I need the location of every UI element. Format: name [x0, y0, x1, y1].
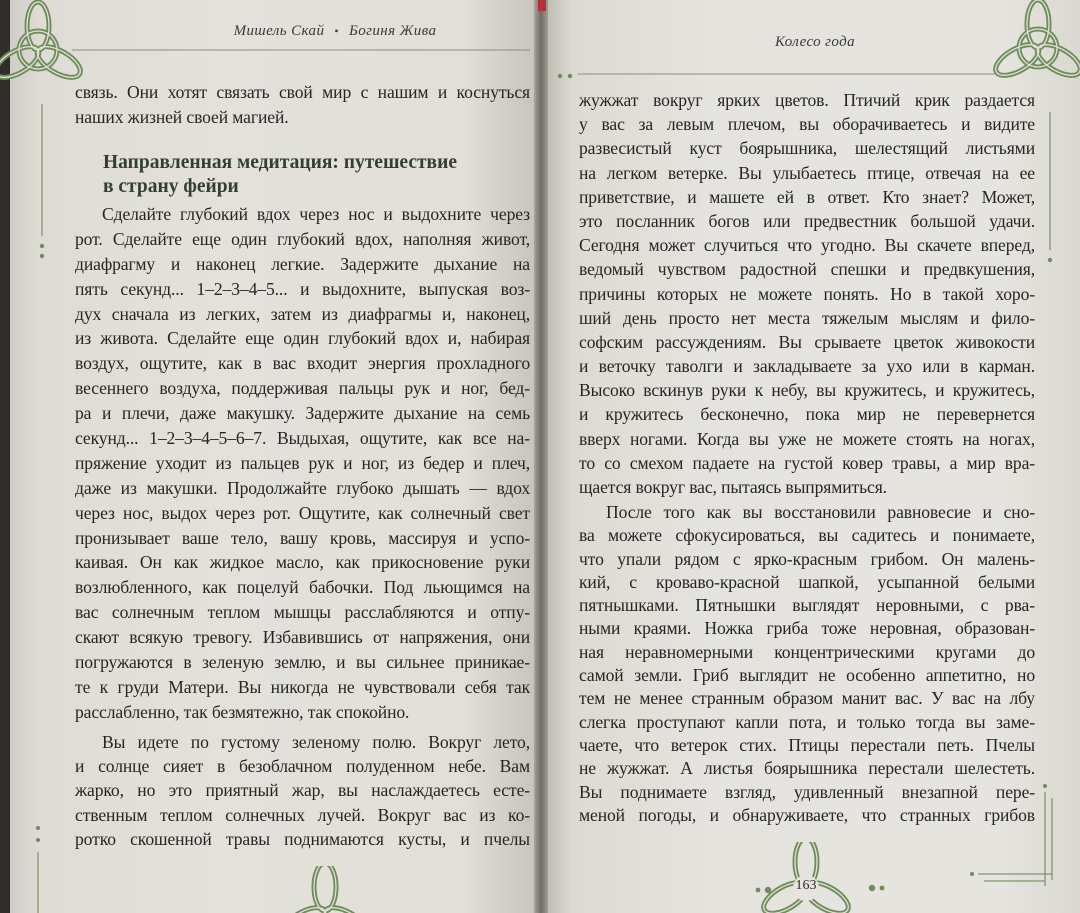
text-line: у вас за левым плечом, вы оборачиваетесь и видите [579, 114, 1035, 135]
celtic-knot-ornament [280, 866, 370, 913]
text-line: дух сначала из легких, затем из диафрагмы и, наконец, [75, 303, 530, 324]
text-line: ведомый чувством радостной спешки и предвкушения, [579, 259, 1035, 280]
text-line: и кружитесь бесконечно, пока мир не перевернется [579, 404, 1035, 425]
text-line: Сегодня может случиться что угодно. Вы скачете вперед, [579, 235, 1035, 256]
text-line: ственным теплом солнечных лучей. Вокруг вас из ко- [75, 804, 530, 825]
text-line: ра и плечи, даже макушку. Задержите дыхание на семь [75, 403, 530, 424]
text-line: диафрагму и наконец легкие. Задержите дыхание на [75, 253, 530, 274]
text-line: тем не менее странным образом манит вас. У вас на лбу [579, 688, 1035, 709]
text-line: пронизывает ваше тело, вашу кровь, массируя и успо- [75, 527, 530, 548]
running-head-left [190, 23, 480, 40]
text-line: на легком ветерке. Вы улыбаетесь птице, отвечая на ее [579, 162, 1035, 183]
text-line: причины которых не можете понять. Но в такой хоро- [579, 283, 1035, 304]
text-line: Высоко вскинув руки к небу, вы кружитесь, и кружитесь, [579, 380, 1035, 401]
text-line: ная неравномерными концентрическими кругами до [579, 641, 1035, 662]
text-line: ва можете сфокусироваться, вы садитесь и понимаете, [579, 525, 1035, 546]
text-line: это посланник богов или предвестник большой удачи. [579, 210, 1035, 231]
running-head-title: Богиня Жива [348, 23, 437, 39]
paragraph [75, 730, 530, 851]
text-line: Вы идете по густому зеленому полю. Вокруг лето, [102, 732, 530, 752]
running-head-author: Мишель Скай [233, 23, 325, 39]
text-line: софским рассуждениям. Вы срываете цветок живокости [579, 331, 1035, 352]
text-line: связь. Они хотят связать свой мир с нашим и коснуться [75, 82, 530, 102]
text-line: рот. Сделайте еще один глубокий вдох, наполняя живот, [75, 228, 530, 249]
text-line: возлюбленного, как поцелуй бабочки. Под льющимся на [75, 577, 530, 598]
text-line: Вы поднимаете взгляд, удивленный внезапной пере- [579, 781, 1035, 802]
page-number: 163 [795, 878, 817, 893]
text-line: то со смехом падаете на густой ковер травы, а мир вра- [579, 452, 1035, 473]
paragraph [579, 501, 1035, 827]
text-line: те к груди Матери. Вы никогда не чувствовали себя так [75, 676, 530, 697]
text-line: жарко, но это приятный жар, вы наслаждаетесь есте- [75, 780, 530, 801]
text-line: каивая. Он как жидкое масло, как прикосновение руки [75, 552, 530, 573]
text-line: через нос, выдох через рот. Ощутите, как солнечный свет [75, 502, 530, 523]
section-heading [103, 151, 523, 199]
text-line: чаете, что ветерок стих. Птицы перестали петь. Пчелы [579, 734, 1035, 755]
text-line: меной погоды, и обнаруживаете, что странных грибов [579, 804, 1035, 825]
text-line: расслабленно, так безмятежно, так спокойно. [75, 701, 410, 722]
heading-line: Направленная медитация: путешествие [103, 152, 457, 173]
text-line: секунд... 1–2–3–4–5–6–7. Выдыхая, ощутите, как все на- [75, 428, 530, 449]
text-line: не жужжат. А листья боярышника перестали шелестеть. [579, 758, 1035, 779]
text-line: пряжение уходит из пальцев рук и ног, из бедер и плеч, [75, 452, 530, 473]
intro-paragraph [75, 80, 530, 130]
text-line: пять секунд... 1–2–3–4–5... и выдохните, выпуская воз- [75, 278, 530, 299]
text-line: Сделайте глубокий вдох через нос и выдохните через [102, 204, 530, 224]
text-line: После того как вы восстановили равновесие и сно- [606, 502, 1035, 522]
paragraph [75, 202, 530, 725]
text-line: щается вокруг вас, пытаясь выпрямиться. [579, 477, 887, 497]
text-line: даже из макушки. Продолжайте глубоко дышать — вдох [75, 477, 530, 498]
running-head-separator: • [334, 24, 339, 38]
text-line: развесистый куст боярышника, шелестящий листьями [579, 138, 1035, 159]
text-line: воздух, ощутите, как в вас входит энергия прохладного [75, 353, 530, 374]
text-line: самой земли. Гриб выглядит не особенно аппетитно, но [579, 665, 1035, 686]
paragraph [579, 88, 1035, 499]
text-line: что упали рядом с ярко-красным грибом. Он малень- [579, 548, 1035, 569]
heading-line: в страну фейри [103, 176, 239, 197]
text-line: ший день просто нет места тяжелым мыслям и фило- [579, 307, 1035, 328]
text-line: пятнышками. Пятнышки выглядят неровными, с рва- [579, 595, 1035, 616]
text-line: ными краями. Ножка гриба тоже неровная, образован- [579, 618, 1035, 639]
text-line: и веточку таволги и закладываете за ухо или в карман. [579, 356, 1035, 377]
text-line: погружаются в зеленую землю, и вы сильнее приникае- [75, 652, 530, 673]
text-line: из живота. Сделайте еще один глубокий вдох и, набирая [75, 328, 530, 349]
text-line: ротко скошенной травы поднимаются кусты, и пчелы [75, 828, 530, 849]
text-line: жужжат вокруг ярких цветов. Птичий крик раздается [579, 90, 1035, 110]
running-head-right: Колесо года [774, 34, 856, 50]
text-line: и солнце сияет в безоблачном полуденном небе. Вам [75, 756, 530, 777]
text-line: кий, с кроваво-красной шапкой, усыпанной белыми [579, 571, 1035, 592]
text-line: вверх ногами. Когда вы уже не можете стоять на ногах, [579, 428, 1035, 449]
text-line: приветствие, и машете ей в ответ. Кто знает? Может, [579, 186, 1035, 207]
text-line: весеннего воздуха, поддерживая пальцы рук и ног, бед- [75, 378, 530, 399]
text-line: слегка проступают капли пота, и только тогда вы заме- [579, 711, 1035, 732]
text-line: наших жизней своей магией. [75, 107, 289, 127]
text-line: вас солнечным теплом мышцы расслабляются и отпу- [75, 602, 530, 623]
text-line: скают всякую тревогу. Избавившись от напряжения, они [75, 627, 530, 648]
